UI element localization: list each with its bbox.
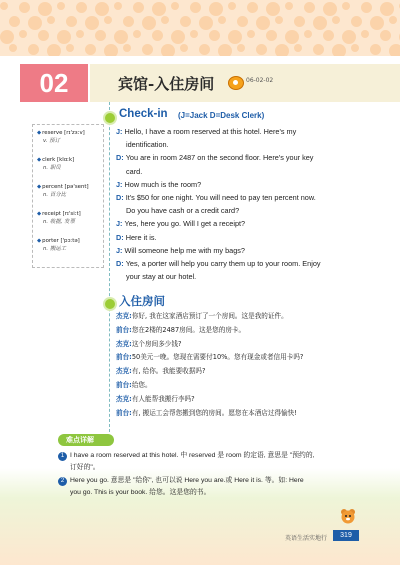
speaker-label: J: bbox=[116, 245, 125, 255]
decorative-dot bbox=[104, 16, 112, 24]
speaker-label: 前台: bbox=[116, 325, 132, 334]
decorative-dot bbox=[133, 30, 141, 38]
dialogue-text: 这个房间多少钱? bbox=[131, 339, 182, 348]
dialogue-text: 你好, 我在这家酒店预订了一个房间。这是我的证件。 bbox=[131, 312, 288, 320]
decorative-dot bbox=[247, 2, 258, 13]
decorative-dot bbox=[142, 16, 156, 30]
audio-track-number: 06-02-02 bbox=[246, 77, 274, 84]
section-subtitle: (J=Jack D=Desk Clerk) bbox=[178, 111, 265, 120]
speaker-label: D: bbox=[116, 259, 126, 268]
lesson-title: 宾馆-入住房间 bbox=[118, 75, 215, 93]
dialogue-line bbox=[116, 311, 386, 321]
dialogue-line bbox=[116, 366, 386, 376]
decorative-dot bbox=[57, 30, 71, 44]
decorative-dot bbox=[266, 2, 280, 16]
vocab-word: clerk [klɑːk] bbox=[42, 157, 75, 163]
decorative-dot bbox=[351, 44, 359, 52]
decorative-dot bbox=[114, 2, 122, 10]
lesson-number: 02 bbox=[20, 64, 88, 102]
section-bullet-icon bbox=[103, 297, 117, 311]
decorative-dot bbox=[28, 16, 42, 30]
decorative-dot bbox=[152, 30, 163, 41]
decorative-dot bbox=[19, 30, 27, 38]
decorative-dot bbox=[332, 44, 346, 56]
decorative-dot bbox=[190, 2, 201, 13]
speaker-label: 前台: bbox=[116, 381, 132, 389]
decorative-dot bbox=[342, 2, 350, 10]
decorative-dot bbox=[0, 30, 14, 44]
speaker-label: 杰克: bbox=[116, 394, 132, 403]
decorative-dot bbox=[285, 30, 299, 44]
note-line bbox=[58, 488, 370, 499]
speaker-label: J: bbox=[116, 127, 125, 136]
dialogue-text: Will someone help me with my bags? bbox=[124, 245, 245, 255]
note-text: you go. This is your book. 给您。这是您的书。 bbox=[70, 488, 211, 496]
notes-label-text: 难点详解 bbox=[66, 436, 94, 444]
vocab-word: receipt [rɪ'siːt] bbox=[42, 211, 81, 217]
dialogue-line bbox=[116, 140, 388, 151]
decorative-dot bbox=[9, 44, 17, 52]
note-number-badge: 2 bbox=[58, 477, 67, 486]
decorative-dot bbox=[285, 2, 293, 10]
decorative-dot bbox=[85, 44, 96, 55]
decorative-dot bbox=[95, 30, 106, 41]
note-line bbox=[58, 451, 358, 462]
decorative-dot bbox=[190, 30, 198, 38]
decorative-dot bbox=[351, 16, 362, 27]
dialogue-line bbox=[116, 233, 378, 244]
decorative-dot bbox=[275, 44, 289, 56]
vocab-word: percent [pə'sent] bbox=[42, 184, 89, 190]
decorative-dot bbox=[0, 2, 8, 10]
decorative-dot bbox=[313, 44, 324, 55]
decorative-dot bbox=[389, 16, 397, 24]
bullet-icon: ◆ bbox=[37, 157, 42, 163]
decorative-dot bbox=[247, 30, 255, 38]
decorative-dot bbox=[114, 30, 128, 44]
dialogue-line bbox=[116, 352, 386, 362]
dialogue-text: 有, 搬运工会帮您搬到您的房间。愿您在本酒店过得愉快! bbox=[131, 408, 297, 417]
vocab-word: porter ['pɔːtə] bbox=[42, 238, 80, 244]
decorative-dot bbox=[228, 2, 236, 10]
decorative-dot bbox=[380, 2, 394, 16]
decorative-dot bbox=[161, 44, 175, 56]
dialogue-text: Hello, I have a room reserved at this hotel. Here's my bbox=[124, 127, 297, 136]
decorative-dot bbox=[370, 16, 384, 30]
decorative-dot bbox=[218, 16, 226, 24]
decorative-dot bbox=[323, 30, 334, 41]
bullet-icon: ◆ bbox=[37, 130, 42, 136]
note-line bbox=[58, 476, 358, 487]
title-bar bbox=[90, 64, 400, 102]
decorative-dot bbox=[57, 2, 65, 10]
dialogue-line bbox=[116, 380, 386, 390]
decorative-dot bbox=[104, 44, 118, 56]
dialogue-line bbox=[116, 206, 388, 217]
dialogue-line bbox=[116, 180, 378, 191]
decorative-dot bbox=[237, 16, 248, 27]
bear-mascot-icon bbox=[340, 508, 356, 526]
section-title-chinese: 入住房间 bbox=[119, 296, 165, 308]
decorative-dot bbox=[209, 2, 223, 16]
note-text: 订好的"。 bbox=[70, 463, 100, 471]
notes-label bbox=[58, 434, 114, 446]
decorative-dot bbox=[256, 16, 270, 30]
dialogue-text: You are in room 2487 on the second floor. Here's your key bbox=[125, 153, 314, 163]
speaker-label: 杰克: bbox=[116, 367, 132, 376]
decorative-dot bbox=[66, 16, 77, 27]
decorative-dot bbox=[133, 2, 144, 13]
decorative-dot bbox=[228, 30, 242, 44]
dialogue-text: identification. bbox=[126, 140, 169, 150]
speaker-label: D: bbox=[116, 193, 126, 202]
decorative-dot bbox=[361, 30, 369, 38]
note-text: Here you go. 意思是 "给你", 也可以说 Here you are.或 Here it is. 等。如: Here bbox=[70, 477, 304, 484]
decorative-dot bbox=[9, 16, 20, 27]
vocab-item bbox=[37, 156, 74, 172]
decorative-dot bbox=[123, 16, 134, 27]
dialogue-line bbox=[116, 325, 386, 335]
decorative-dot bbox=[342, 30, 356, 44]
dialogue-text: Here it is. bbox=[125, 232, 157, 242]
dialogue-line bbox=[116, 246, 378, 257]
speaker-label: 杰克: bbox=[116, 339, 132, 348]
dialogue-text: your stay at our hotel. bbox=[126, 272, 197, 282]
section-bullet-icon bbox=[103, 111, 117, 125]
dialogue-line bbox=[116, 272, 388, 283]
section-divider-line bbox=[109, 102, 110, 432]
note-text: I have a room reserved at this hotel. 中 reserved 是 room 的定语, 意思是 "预约的, bbox=[70, 452, 315, 459]
speaker-label: D: bbox=[116, 232, 126, 242]
speaker-label: J: bbox=[116, 219, 125, 229]
decorative-dot bbox=[370, 44, 381, 55]
speaker-label: 前台: bbox=[116, 353, 132, 362]
decorative-dot bbox=[85, 16, 99, 30]
decorative-dot bbox=[66, 44, 74, 52]
speaker-label: D: bbox=[116, 153, 126, 163]
decorative-dot bbox=[294, 44, 302, 52]
dialogue-text: 给您。 bbox=[131, 381, 152, 389]
dialogue-text: card. bbox=[126, 166, 143, 176]
decorative-dot bbox=[180, 44, 188, 52]
speaker-label: J: bbox=[116, 179, 125, 189]
top-decorative-band bbox=[0, 0, 400, 56]
decorative-dot bbox=[28, 44, 39, 55]
bullet-icon: ◆ bbox=[37, 184, 42, 190]
decorative-dot bbox=[47, 44, 61, 56]
lesson-header bbox=[0, 64, 400, 102]
decorative-dot bbox=[323, 2, 337, 16]
decorative-dot bbox=[266, 30, 277, 41]
decorative-dot bbox=[171, 30, 185, 44]
dialogue-line bbox=[116, 394, 386, 404]
section-title-checkin: Check-in bbox=[119, 108, 168, 120]
vocab-word: reserve [rɪ'zɜːv] bbox=[42, 130, 85, 136]
vocabulary-box bbox=[32, 124, 104, 268]
note-line bbox=[58, 463, 370, 474]
bullet-icon: ◆ bbox=[37, 238, 42, 244]
decorative-dot bbox=[199, 44, 210, 55]
decorative-dot bbox=[304, 30, 312, 38]
vocab-item bbox=[37, 210, 81, 226]
vocab-meaning: n. 百分比 bbox=[43, 192, 67, 198]
page-number: 319 bbox=[333, 530, 359, 541]
dialogue-line bbox=[116, 408, 386, 418]
dialogue-text: 有人能帮我搬行李吗? bbox=[131, 394, 195, 403]
decorative-dot bbox=[209, 30, 220, 41]
decorative-dot bbox=[95, 2, 109, 16]
footer-book-title: 英语生活实地行 bbox=[285, 535, 328, 542]
dialogue-line bbox=[116, 153, 378, 164]
decorative-dot bbox=[171, 2, 179, 10]
dialogue-text: Yes, here you go. Will I get a receipt? bbox=[124, 219, 246, 229]
dialogue-line bbox=[116, 193, 378, 204]
speaker-label: 杰克: bbox=[116, 312, 132, 320]
dialogue-line bbox=[116, 259, 378, 270]
vocab-meaning: n. 收据, 发票 bbox=[43, 219, 75, 225]
decorative-dot bbox=[389, 44, 400, 56]
decorative-dot bbox=[123, 44, 131, 52]
dialogue-text: 50美元一晚。您现在需要付10%。您有现金或者信用卡吗? bbox=[131, 353, 304, 362]
dialogue-text: Yes, a porter will help you carry them up to your room. Enjoy bbox=[125, 259, 321, 268]
vocab-meaning: n. 职员 bbox=[43, 165, 61, 171]
decorative-dot bbox=[142, 44, 153, 55]
decorative-dot bbox=[180, 16, 191, 27]
decorative-dot bbox=[152, 2, 166, 16]
dialogue-text: 有, 给你。我能要收据吗? bbox=[131, 367, 206, 376]
vocab-meaning: v. 预订 bbox=[43, 138, 60, 144]
decorative-dot bbox=[237, 44, 245, 52]
speaker-label: 前台: bbox=[116, 408, 132, 417]
decorative-dot bbox=[199, 16, 213, 30]
decorative-dot bbox=[38, 2, 52, 16]
dialogue-text: It's $50 for one night. You will need to pay ten percent now. bbox=[125, 193, 316, 202]
vocab-meaning: n. 搬运工 bbox=[43, 246, 67, 252]
dialogue-line bbox=[116, 127, 378, 138]
decorative-dot bbox=[256, 44, 267, 55]
dialogue-line bbox=[116, 339, 386, 349]
decorative-dot bbox=[47, 16, 55, 24]
decorative-dot bbox=[38, 30, 49, 41]
vocab-item bbox=[37, 183, 89, 199]
decorative-dot bbox=[380, 30, 391, 41]
decorative-dot bbox=[313, 16, 327, 30]
decorative-dot bbox=[19, 2, 30, 13]
dialogue-text: Do you have cash or a credit card? bbox=[126, 206, 240, 216]
decorative-dot bbox=[304, 2, 315, 13]
dialogue-text: How much is the room? bbox=[124, 179, 202, 189]
decorative-dot bbox=[294, 16, 305, 27]
decorative-dot bbox=[76, 30, 84, 38]
note-number-badge: 1 bbox=[58, 452, 67, 461]
dialogue-text: 您在2楼的2487房间。这是您的房卡。 bbox=[131, 325, 246, 334]
vocab-item bbox=[37, 237, 80, 253]
decorative-dot bbox=[218, 44, 232, 56]
audio-track-icon[interactable] bbox=[228, 76, 244, 90]
dialogue-line bbox=[116, 167, 388, 178]
vocab-item bbox=[37, 129, 85, 145]
bullet-icon: ◆ bbox=[37, 211, 42, 217]
decorative-dot bbox=[275, 16, 283, 24]
decorative-dot bbox=[332, 16, 340, 24]
dialogue-line bbox=[116, 219, 378, 230]
decorative-dot bbox=[161, 16, 169, 24]
decorative-dot bbox=[361, 2, 372, 13]
decorative-dot bbox=[76, 2, 87, 13]
